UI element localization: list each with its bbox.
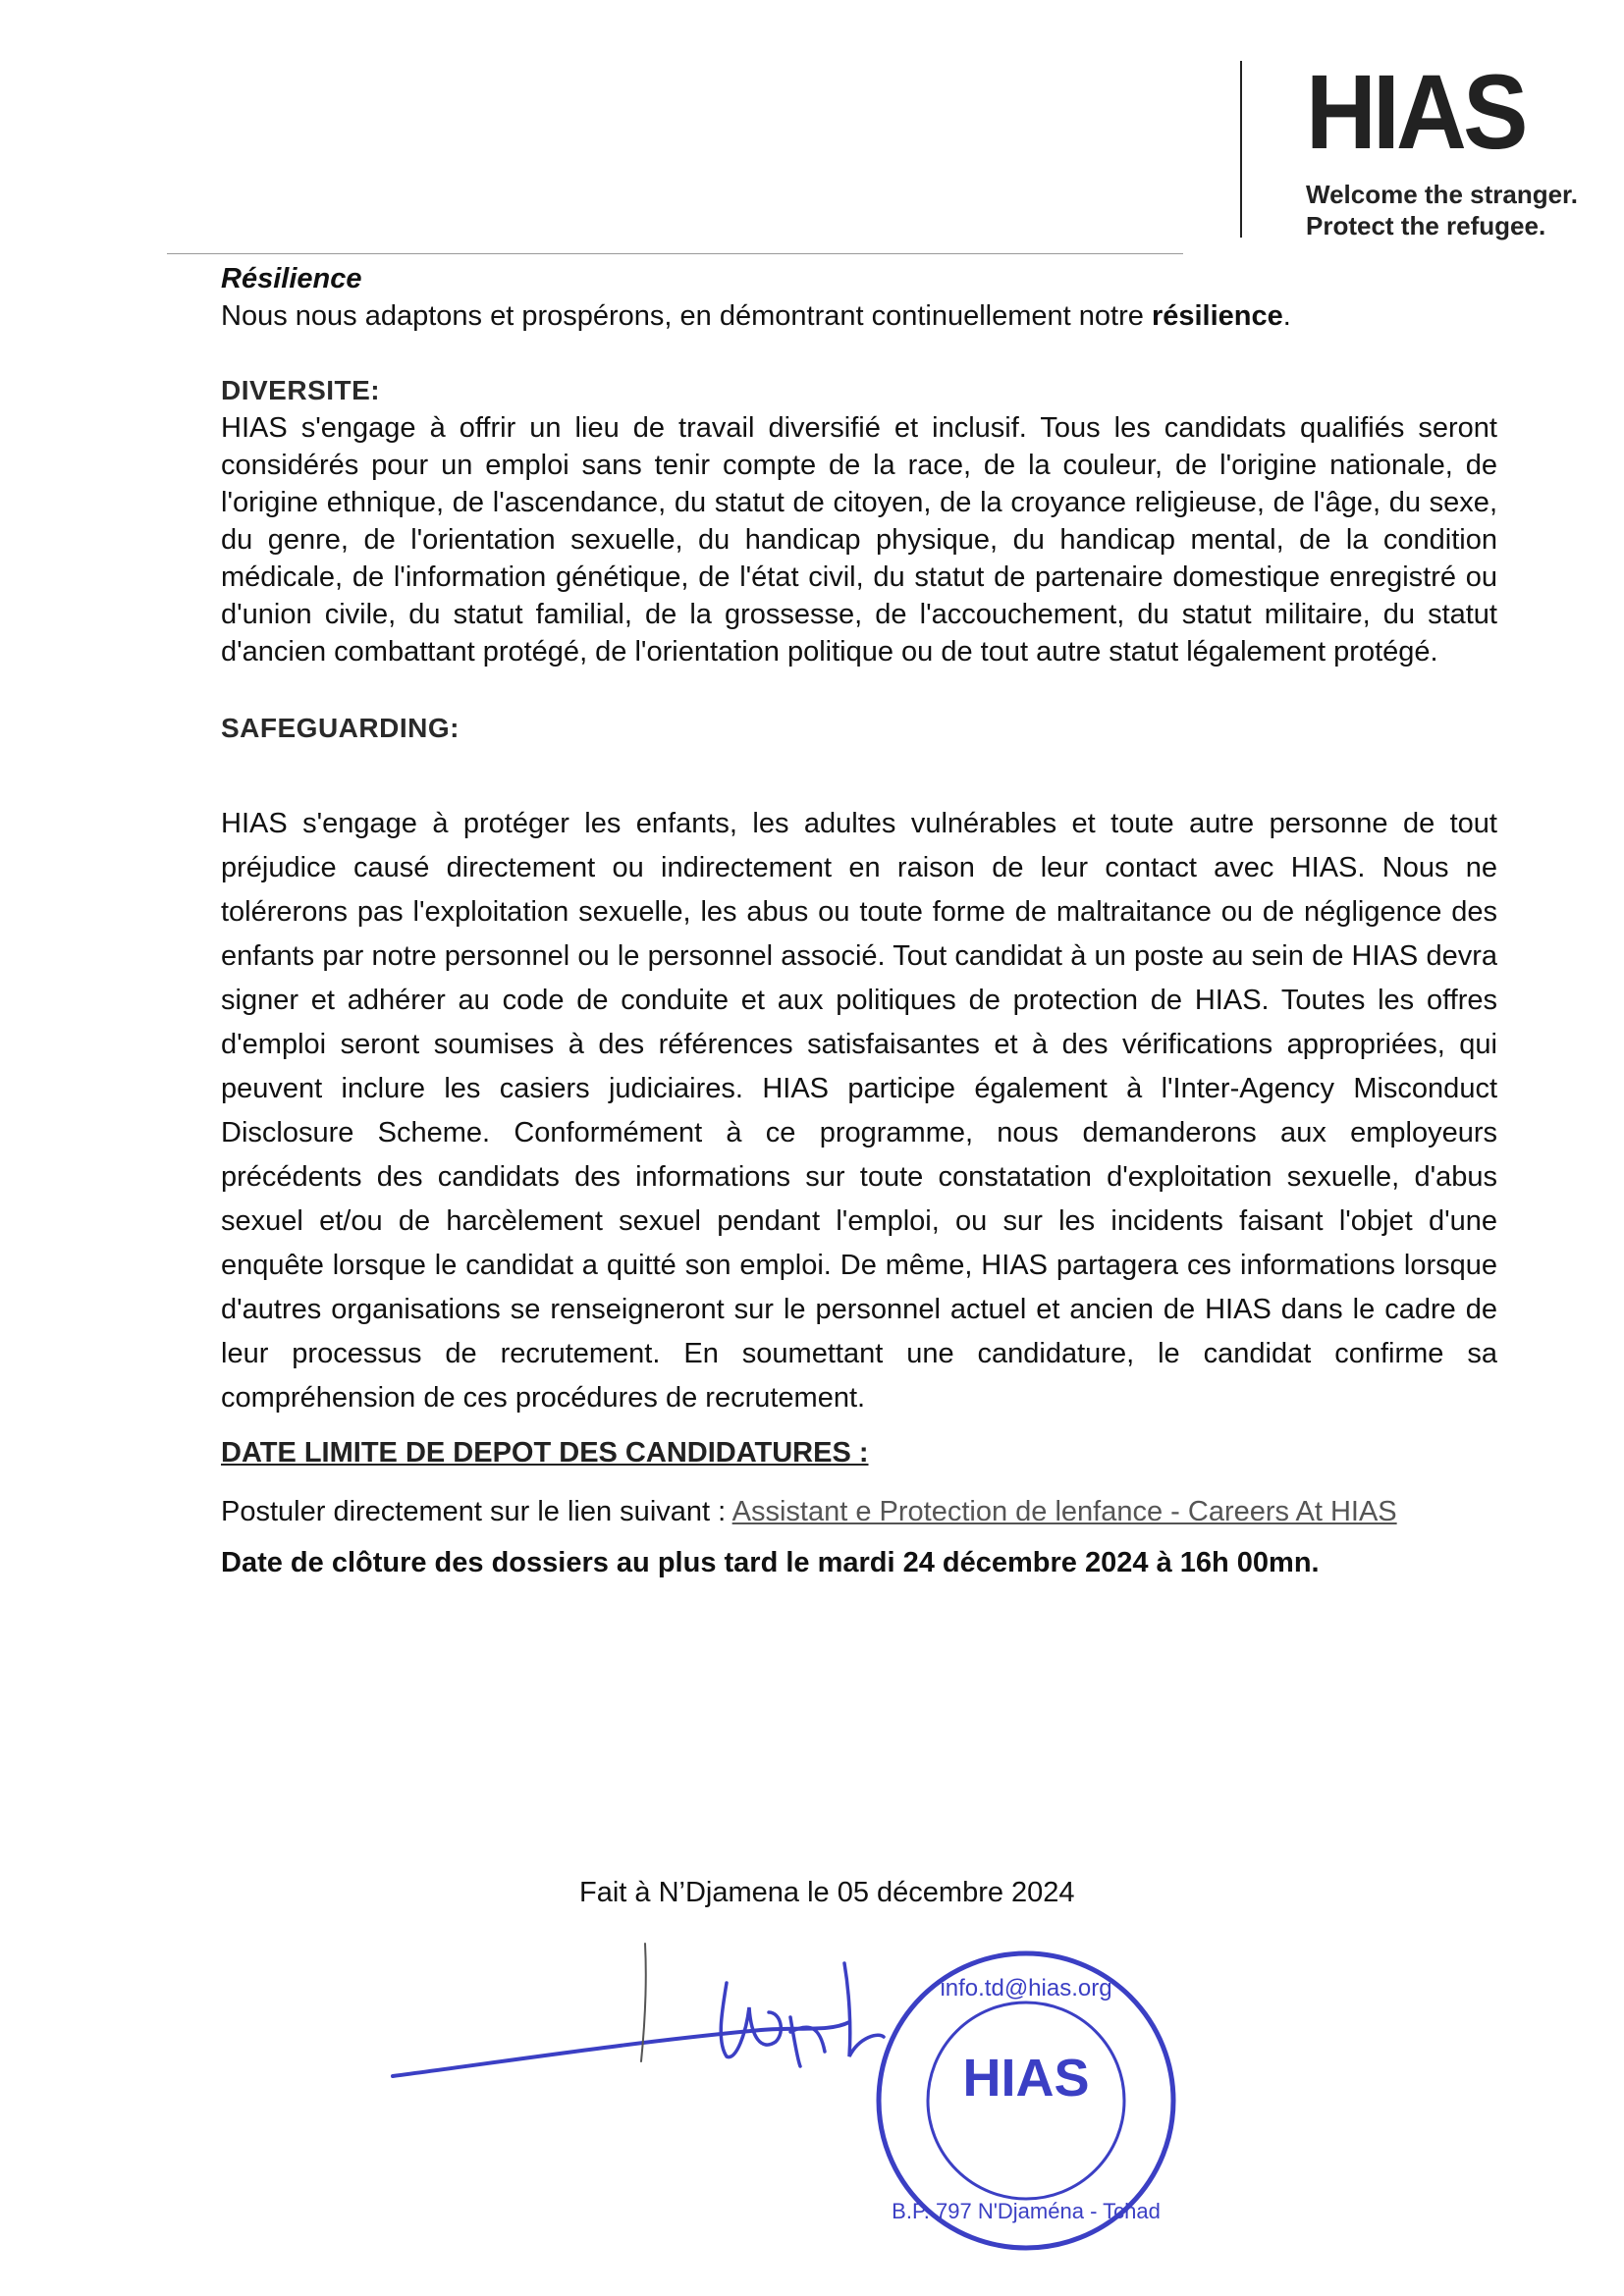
resilience-text (221, 297, 1497, 335)
stamp-email-text: info.td@hias.org (940, 1975, 1112, 2002)
safeguarding-paragraph: HIAS s'engage à protéger les enfants, les adultes vulnérables et toute autre personne de tout préjudice causé directement ou indirectement en raison de leur contact avec HIAS. Nous ne tolérerons pas l'exploitation sexuelle, les abus ou toute forme de maltraitance ou de négligence des enfants par notre personnel ou le personnel associé. Tout candidat à un poste au sein de HIAS devra signer et adhérer au code de conduite et aux politiques de protection de HIAS. Toutes les offres d'emploi seront soumises à des références satisfaisantes et à des vérifications appropriées, qui peuvent inclure les casiers judiciaires. HIAS participe également à l'Inter-Agency Misconduct Disclosure Scheme. Conformément à ce programme, nous demanderons aux employeurs précédents des candidats des informations sur toute constatation d'exploitation sexuelle, d'abus sexuel et/ou de harcèlement sexuel pendant l'emploi, ou sur les incidents faisant l'objet d'une enquête lorsque le candidat a quitté son emploi. De même, HIAS partagera ces informations lorsque d'autres organisations se renseigneront sur le personnel actuel et ancien de HIAS dans le cadre de leur processus de recrutement. En soumettant une candidature, le candidat confirme sa compréhension de ces procédures de recrutement. (221, 808, 1497, 1414)
apply-prefix: Postuler directement sur le lien suivant : (221, 1496, 732, 1527)
official-stamp (864, 1939, 1188, 2263)
diversite-paragraph: HIAS s'engage à offrir un lieu de travail diversifié et inclusif. Tous les candidats qualifiés seront considérés pour un emploi sans tenir compte de la race, de la couleur, de l'origine nationale, de l'origine ethnique, de l'ascendance, du statut de citoyen, de la croyance religieuse, de l'âge, du sexe, du genre, de l'orientation sexuelle, du handicap physique, du handicap mental, de la condition médicale, de l'information génétique, de l'état civil, du statut de partenaire domestique enregistré ou d'union civile, du statut familial, de la grossesse, de l'accouchement, du statut militaire, du statut d'ancien combattant protégé, de l'orientation politique ou de tout autre statut légalement protégé. (221, 412, 1497, 667)
place-date: Fait à N’Djamena le 05 décembre 2024 (579, 1877, 1075, 1908)
logo-wordmark: HIAS (1306, 52, 1525, 171)
stamp-address-text: B.P. 797 N'Djaména - Tchad (892, 2199, 1161, 2223)
resilience-text-end: . (1282, 300, 1291, 332)
safeguarding-heading: SAFEGUARDING: (221, 713, 460, 743)
apply-link[interactable]: Assistant e Protection de lenfance - Careers At HIAS (731, 1496, 1397, 1527)
logo-tagline (1306, 179, 1578, 241)
apply-line (221, 1493, 1497, 1530)
diversite-heading: DIVERSITE: (221, 375, 381, 405)
tagline-line-2: Protect the refugee. (1306, 211, 1546, 240)
stamp-center-text: HIAS (962, 2049, 1090, 2108)
resilience-keyword: résilience (1151, 300, 1283, 332)
letter-body (221, 260, 1497, 1581)
hias-logo (1306, 52, 1578, 241)
resilience-heading: Résilience (221, 263, 362, 294)
logo-divider (1240, 61, 1242, 238)
deadline-heading: DATE LIMITE DE DEPOT DES CANDIDATURES : (221, 1437, 869, 1468)
closing-date: Date de clôture des dossiers au plus tard le mardi 24 décembre 2024 à 16h 00mn. (221, 1547, 1320, 1578)
tagline-line-1: Welcome the stranger. (1306, 180, 1578, 209)
header-divider (167, 253, 1183, 254)
resilience-text-start: Nous nous adaptons et prospérons, en démontrant continuellement notre (221, 300, 1152, 332)
